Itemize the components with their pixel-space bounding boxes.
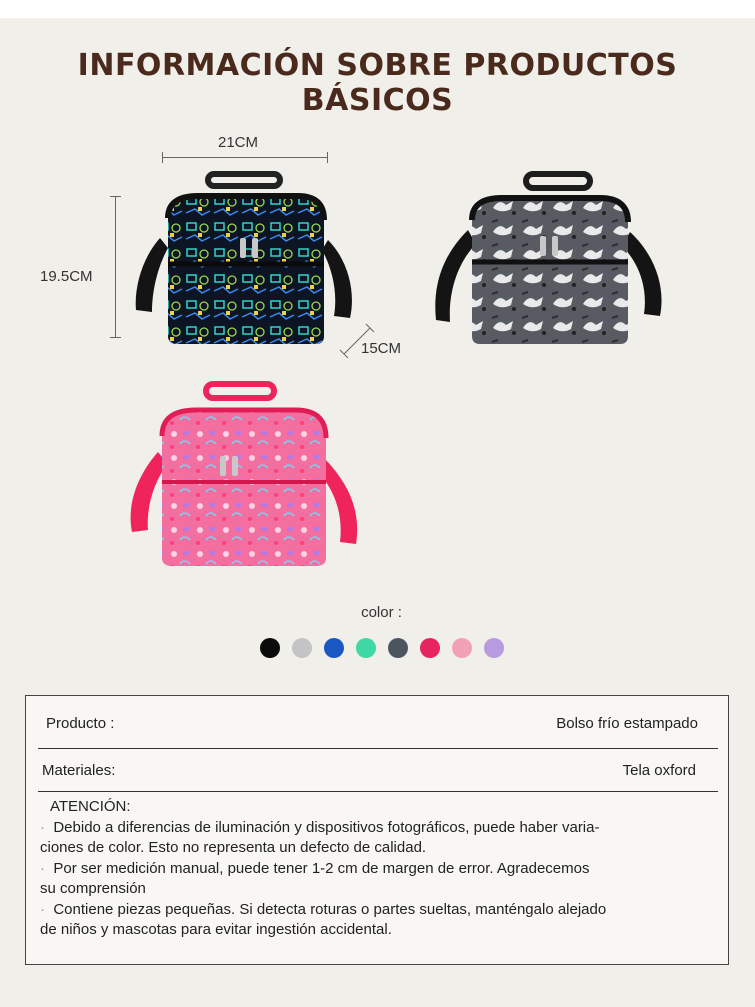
attention-notes <box>40 797 714 941</box>
materials-value: Tela oxford <box>622 762 696 779</box>
height-tick-bottom <box>110 337 121 338</box>
product-info-table <box>25 695 729 965</box>
width-line <box>162 157 328 158</box>
product-image-black-bag <box>128 168 360 350</box>
bullet-icon: · <box>40 900 54 918</box>
product-image-grey-bag <box>430 170 670 348</box>
note-line: su comprensión <box>40 880 146 897</box>
note-line: · Contiene piezas pequeñas. Si detecta roturas o partes sueltas, manténgalo alejado <box>40 900 607 918</box>
color-swatch[interactable] <box>292 638 312 658</box>
color-swatch[interactable] <box>356 638 376 658</box>
color-swatch[interactable] <box>420 638 440 658</box>
height-label: 19.5CM <box>40 268 93 285</box>
top-band <box>0 0 755 18</box>
bullet-icon: · <box>40 859 54 877</box>
width-label: 21CM <box>218 134 259 151</box>
width-tick-right <box>327 152 328 163</box>
color-swatch[interactable] <box>260 638 280 658</box>
color-swatches <box>260 638 504 658</box>
row-divider <box>38 748 718 749</box>
color-swatch[interactable] <box>324 638 344 658</box>
product-image-pink-bag <box>116 380 372 570</box>
color-swatch[interactable] <box>388 638 408 658</box>
product-value: Bolso frío estampado <box>556 715 698 732</box>
row-divider <box>38 791 718 792</box>
color-label: color : <box>361 604 402 621</box>
product-label: Producto : <box>46 715 115 732</box>
materials-label: Materiales: <box>42 762 116 779</box>
note-line: de niños y mascotas para evitar ingestión accidental. <box>40 921 392 938</box>
note-line: · Por ser medición manual, puede tener 1-2 cm de margen de error. Agradecemos <box>40 859 590 877</box>
bullet-icon: · <box>40 818 54 836</box>
color-swatch[interactable] <box>452 638 472 658</box>
width-tick-left <box>162 152 163 163</box>
note-line: ciones de color. Esto no representa un defecto de calidad. <box>40 839 427 856</box>
attention-title: ATENCIÓN: <box>50 798 131 815</box>
note-line: · Debido a diferencias de iluminación y dispositivos fotográficos, puede haber varia- <box>40 818 600 836</box>
page-title: INFORMACIÓN SOBRE PRODUCTOS BÁSICOS <box>77 48 678 118</box>
depth-label: 15CM <box>361 340 402 357</box>
color-swatch[interactable] <box>484 638 504 658</box>
height-tick-top <box>110 196 121 197</box>
height-line <box>115 196 116 338</box>
